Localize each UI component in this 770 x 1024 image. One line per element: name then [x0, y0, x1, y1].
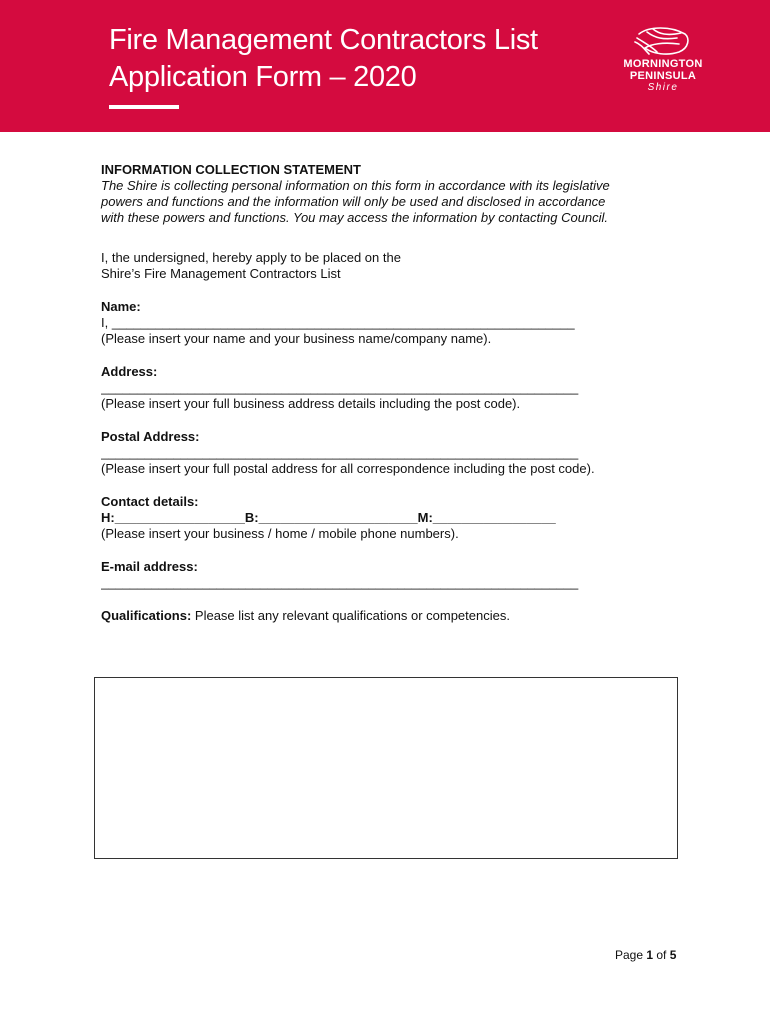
page-word: Page	[615, 948, 647, 962]
of-word: of	[653, 948, 670, 962]
statement-line-3: with these powers and functions. You may access the information by contacting Council.	[101, 210, 609, 225]
form-body	[101, 162, 681, 624]
address-field[interactable]: __________________________________________________________________	[101, 380, 579, 395]
shire-logo	[608, 24, 718, 104]
postal-address-label: Postal Address:	[101, 429, 200, 444]
statement-line-2: powers and functions and the information will only be used and disclosed in accordance	[101, 194, 606, 209]
intro-line-2: Shire’s Fire Management Contractors List	[101, 266, 341, 281]
statement-heading: INFORMATION COLLECTION STATEMENT	[101, 162, 361, 177]
qualifications-box[interactable]	[94, 677, 678, 859]
header-banner	[0, 0, 770, 132]
intro-line-1: I, the undersigned, hereby apply to be placed on the	[101, 250, 401, 265]
shell-icon	[633, 24, 693, 58]
statement-line-1: The Shire is collecting personal information on this form in accordance with its legislative	[101, 178, 610, 193]
total-pages: 5	[669, 948, 677, 962]
email-field[interactable]: __________________________________________________________________	[101, 575, 579, 590]
address-hint: (Please insert your full business address details including the post code).	[101, 396, 521, 411]
name-hint: (Please insert your name and your business name/company name).	[101, 331, 492, 346]
current-page: 1	[646, 948, 654, 962]
contact-details-label: Contact details:	[101, 494, 199, 509]
qualifications-text: Please list any relevant qualifications or competencies.	[191, 608, 510, 623]
qualifications-prompt	[101, 608, 681, 624]
name-field[interactable]: I, ________________________________________________________________	[101, 315, 575, 330]
logo-text-mornington: MORNINGTON	[623, 58, 703, 70]
qualifications-label: Qualifications:	[101, 608, 192, 623]
contact-details-field[interactable]: H:__________________B:______________________M:_________________	[101, 510, 556, 525]
name-label: Name:	[101, 299, 141, 314]
page-title	[109, 22, 538, 96]
logo-text-shire: Shire	[647, 82, 679, 93]
logo-text-peninsula: PENINSULA	[629, 70, 697, 82]
contact-details-hint: (Please insert your business / home / mobile phone numbers).	[101, 526, 459, 541]
address-label: Address:	[101, 364, 158, 379]
title-line-2: Application Form – 2020	[109, 61, 417, 93]
title-underline	[109, 105, 179, 109]
postal-address-hint: (Please insert your full postal address for all correspondence including the post code).	[101, 461, 595, 476]
postal-address-field[interactable]: __________________________________________________________________	[101, 445, 579, 460]
title-line-1: Fire Management Contractors List	[109, 24, 538, 56]
email-label: E-mail address:	[101, 559, 198, 574]
page-number	[615, 948, 676, 962]
